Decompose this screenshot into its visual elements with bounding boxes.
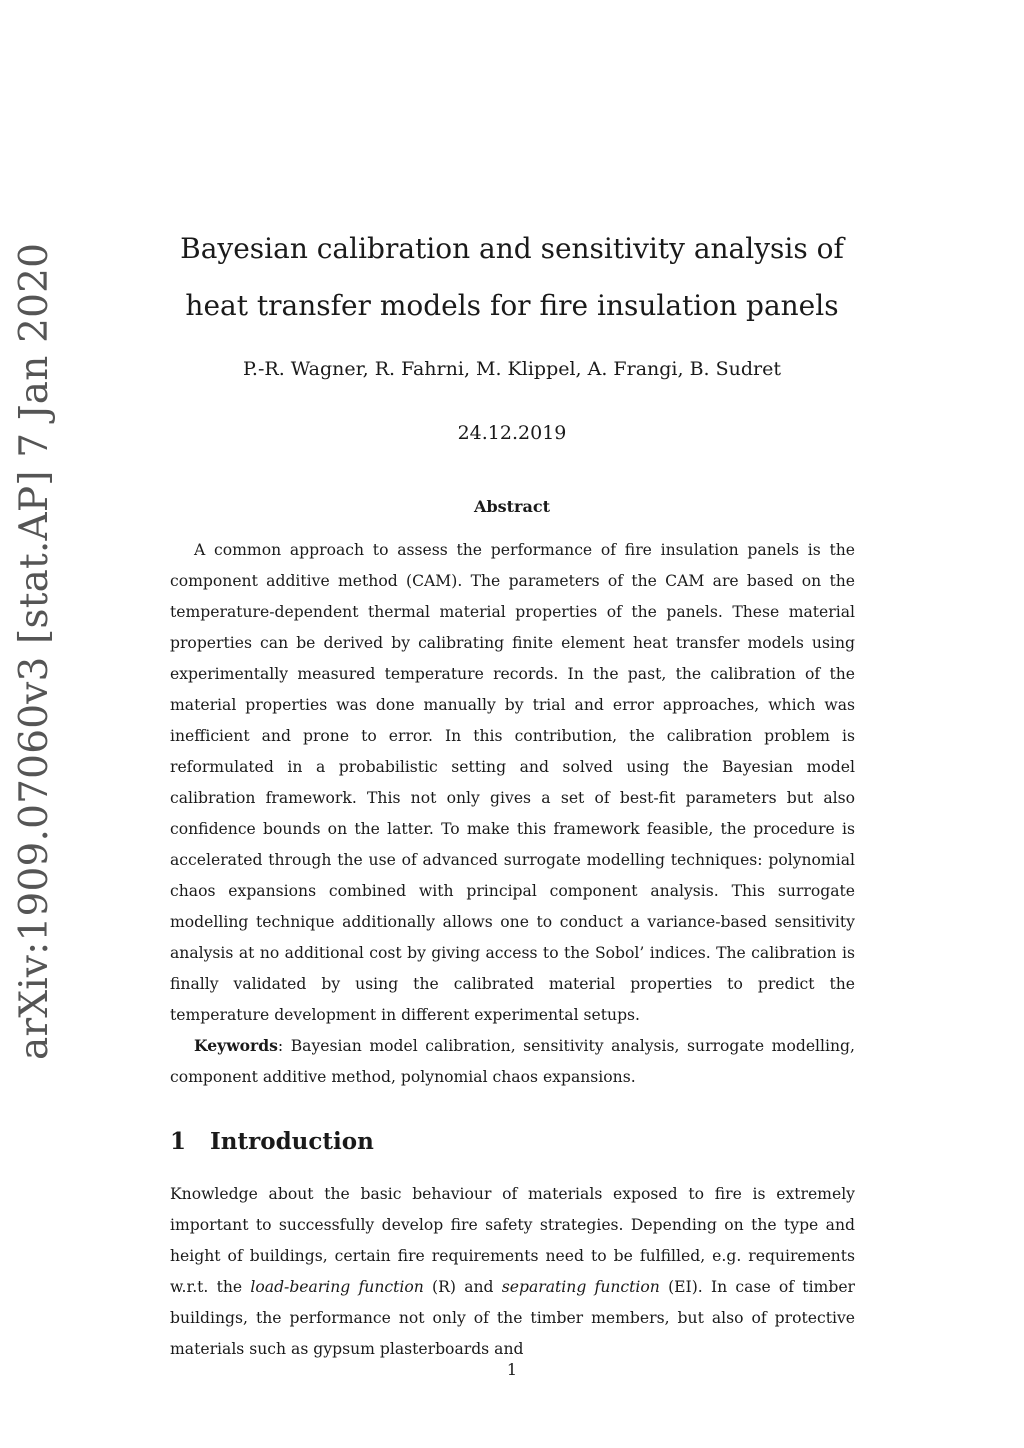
section-number: 1 [170, 1128, 187, 1155]
abstract-body: A common approach to assess the performance of fire insulation panels is the component additive method (CAM). The parameters of the CAM are based on the temperature-dependent thermal material properties of the panels. These material properties can be derived by calibrating finite element heat transfer models using experimentally measured temperature records. In the past, the calibration of the material properties was done manually by trial and error approaches, which was inefficient and prone to error. In this contribution, the calibration problem is reformulated in a probabilistic setting and solved using the Bayesian model calibration framework. This not only gives a set of best-fit parameters but also confidence bounds on the latter. To make this framework feasible, the procedure is accelerated through the use of advanced surrogate modelling techniques: polynomial chaos expansions combined with principal component analysis. This surrogate modelling technique additionally allows one to conduct a variance-based sensitivity analysis at no additional cost by giving access to the Sobol’ indices. The calibration is finally validated by using the calibrated material properties to predict the temperature development in different experimental setups. [170, 541, 855, 1024]
section-title: Introduction [210, 1128, 374, 1155]
paper-title: Bayesian calibration and sensitivity analysis of heat transfer models for fire insulation panels [180, 232, 844, 322]
author-list: P.-R. Wagner, R. Fahrni, M. Klippel, A. Frangi, B. Sudret [243, 358, 781, 380]
intro-italic-separating: separating function [501, 1278, 660, 1296]
abstract-heading: Abstract [474, 497, 550, 516]
introduction-paragraph [170, 1179, 855, 1365]
intro-text-part2: (R) and [423, 1278, 502, 1296]
keywords-text: : Bayesian model calibration, sensitivity analysis, surrogate modelling, component additive method, polynomial chaos expansions. [170, 1037, 855, 1086]
paper-date: 24.12.2019 [457, 422, 567, 444]
keywords-label: Keywords [194, 1036, 278, 1055]
intro-text-part1: Knowledge about the basic behaviour of materials exposed to fire is extremely important to successfully develop fire safety strategies. Depending on the type and height of buildings, certain fire requirements need to be fulfilled, e.g. requirements w.r.t. the [170, 1185, 855, 1296]
keywords-paragraph [170, 1030, 855, 1093]
intro-italic-load-bearing: load-bearing function [250, 1278, 424, 1296]
section-heading [170, 1128, 374, 1155]
arxiv-identifier-stamp: arXiv:1909.07060v3 [stat.AP] 7 Jan 2020 [12, 242, 57, 1060]
page-number: 1 [506, 1360, 518, 1379]
intro-text-part3: (EI). In case of timber buildings, the performance not only of the timber members, but also of protective materials such as gypsum plasterboards and [170, 1278, 856, 1358]
